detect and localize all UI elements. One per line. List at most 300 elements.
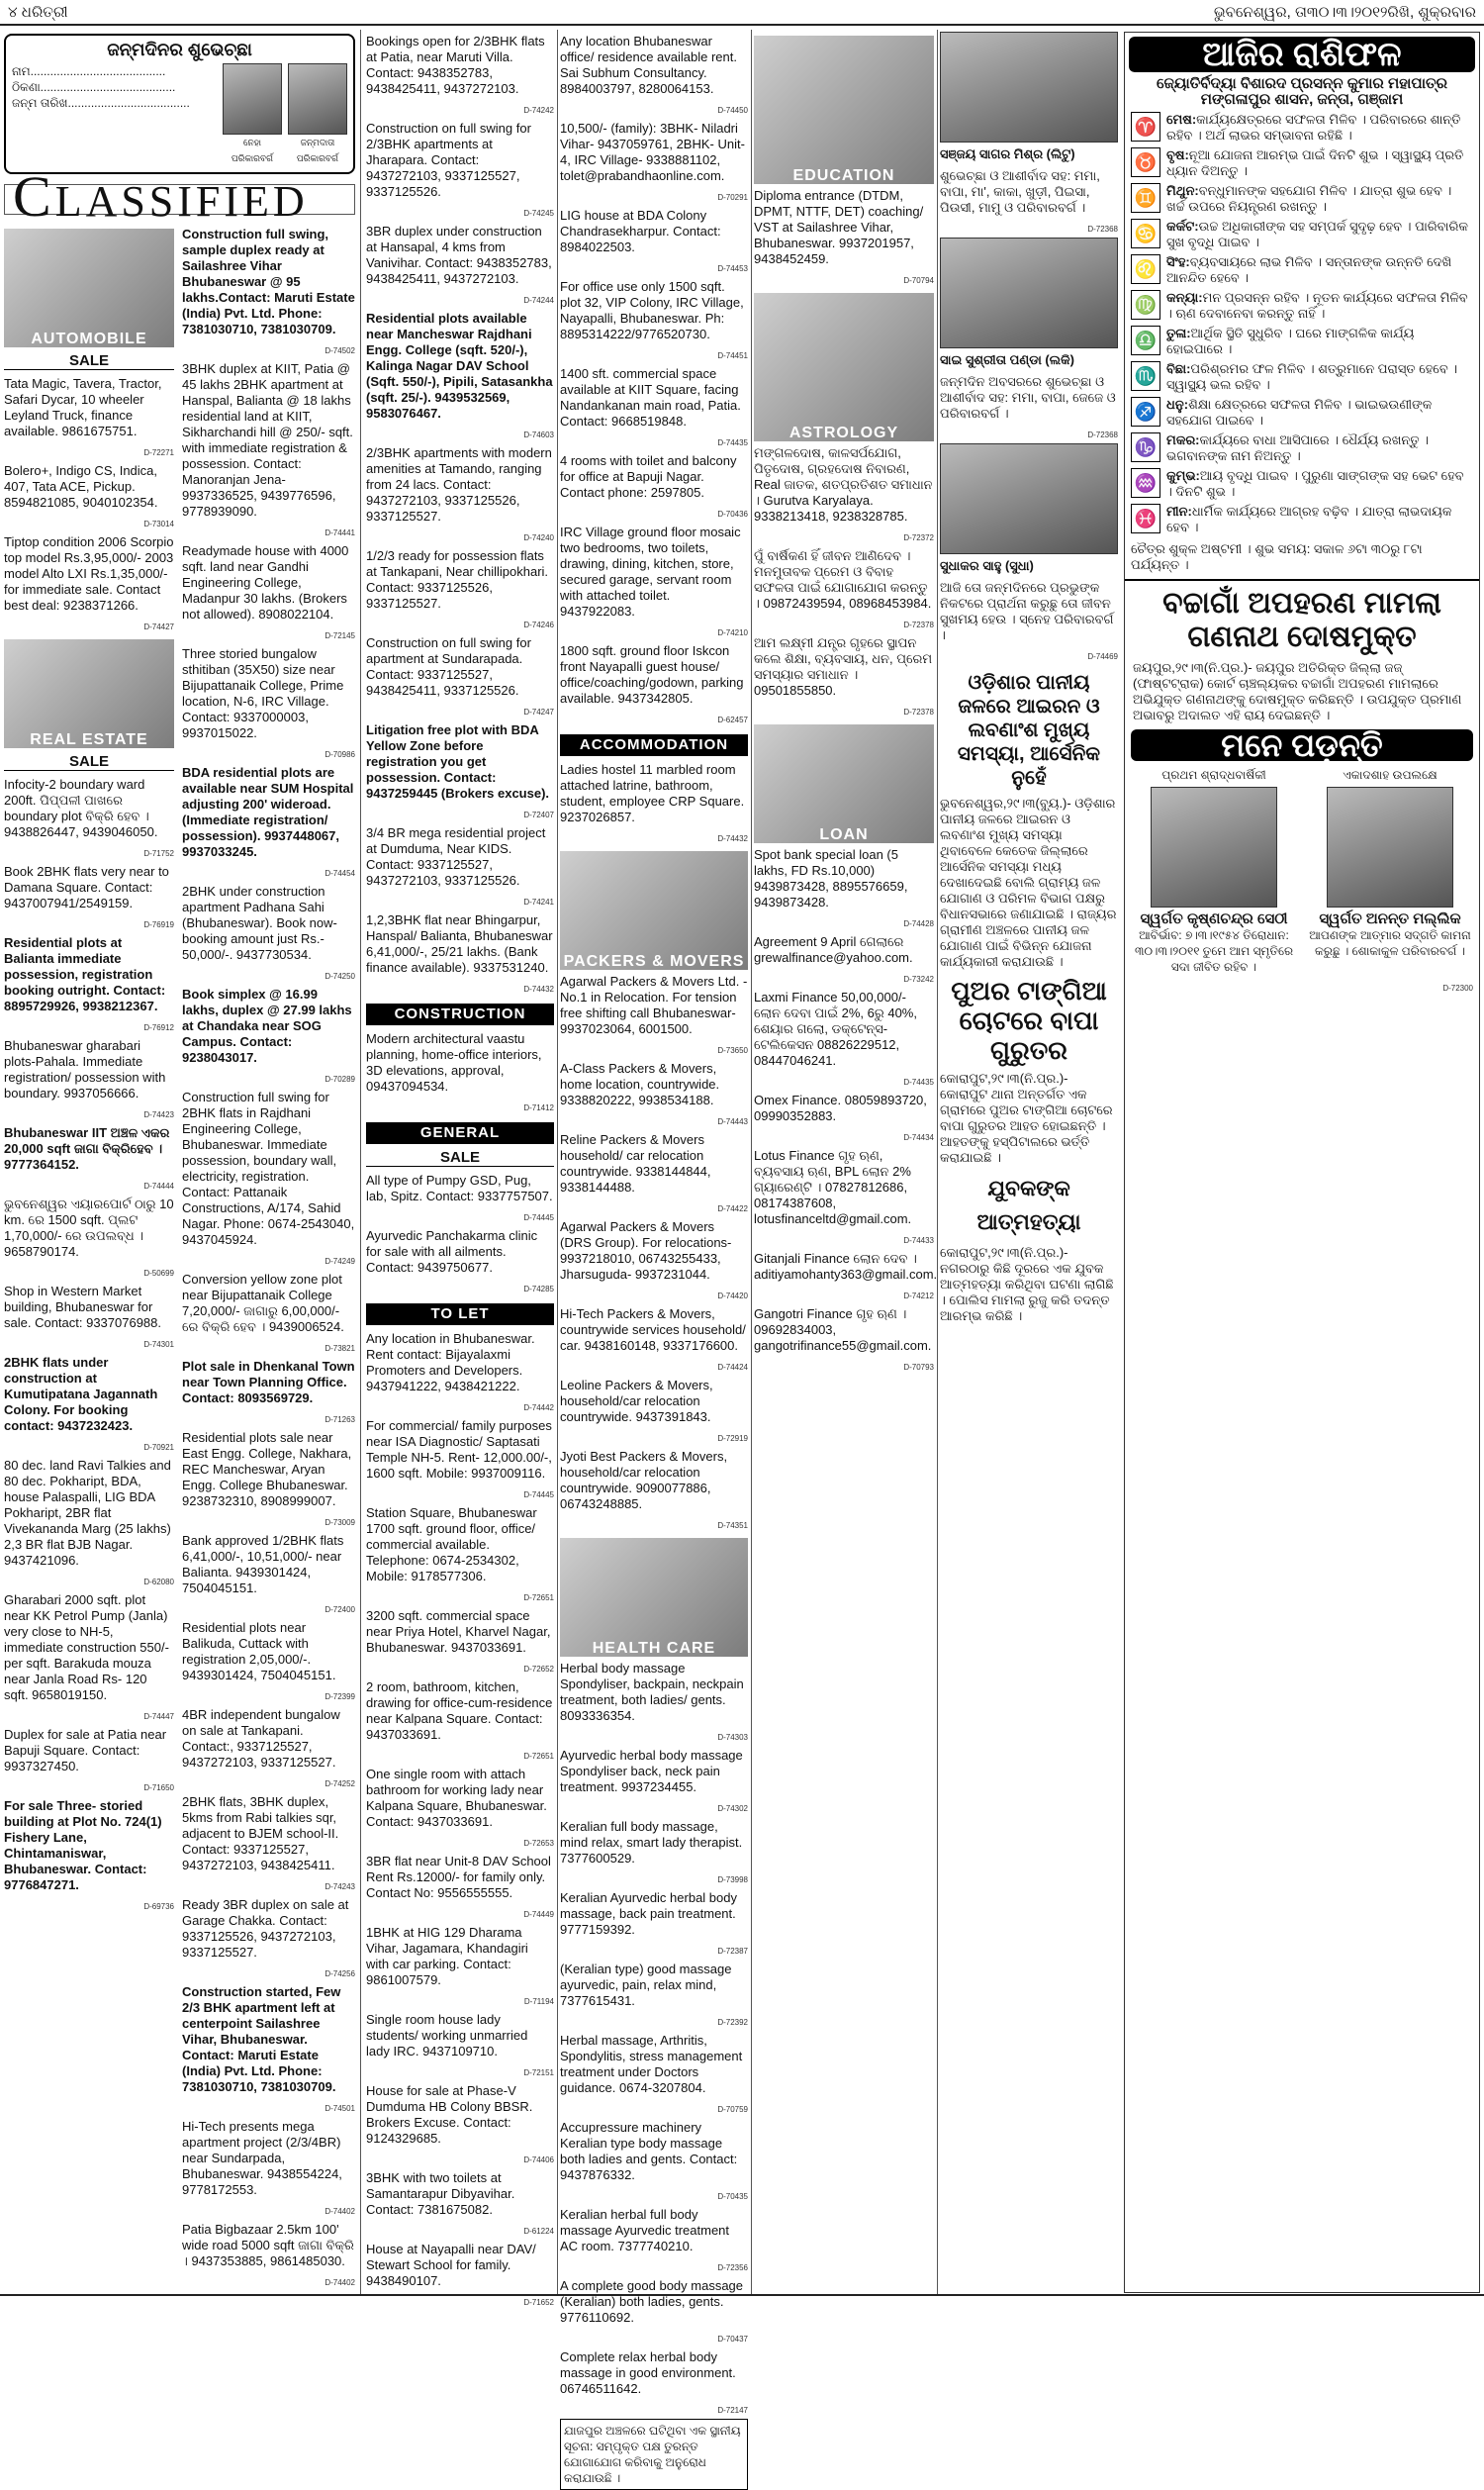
rashi-entry bbox=[1131, 397, 1473, 429]
birthday-photo-litu bbox=[940, 32, 1118, 143]
ad-reference: D-74302 bbox=[717, 1804, 748, 1813]
zodiac-sign-icon: ♎ bbox=[1131, 326, 1160, 355]
ad-reference: D-76919 bbox=[143, 920, 174, 929]
rashifal-list bbox=[1125, 112, 1479, 535]
rashi-entry bbox=[1131, 254, 1473, 286]
ad-reference: D-74420 bbox=[717, 1292, 748, 1300]
ad-reference: D-70435 bbox=[717, 2192, 748, 2201]
classified-ad: Book 2BHK flats very near to Damana Square. Contact: 9437007941/2549159. bbox=[4, 864, 169, 910]
ad-reference: D-74210 bbox=[717, 628, 748, 637]
classified-ad: Lotus Finance ଗୃହ ଋଣ, ବ୍ୟବସାୟ ଋଣ, BPL ଲୋନ 2% ଗ୍ୟାରେଣ୍ଟି । 07827812686, 08174387608, lotusfinanceltd@gmail.com. bbox=[754, 1148, 912, 1226]
real-estate-label: REAL ESTATE bbox=[30, 731, 148, 748]
rashi-text: ଆୟ ବୃଦ୍ଧି ପାଇବ । ପୁରୁଣା ସାଙ୍ଗଙ୍କ ସହ ଭେଟ ହେବ । ଦିନଟି ଶୁଭ । bbox=[1166, 468, 1464, 499]
greeting-name-2: ସାଇ ସୁଶ୍ରୀତା ପଣ୍ଡା (ଲକି) bbox=[940, 352, 1074, 367]
ad-reference: D-70291 bbox=[717, 193, 748, 202]
ad-reference: D-74243 bbox=[325, 1882, 355, 1891]
classified-ad: 2 room, bathroom, kitchen, drawing for office-cum-residence near Kalpana Square. Contact: 9437033691. bbox=[366, 1679, 553, 1742]
classified-ad: ପୁଁ ବାର୍ଷିକଣ ହିଁ ଜୀବନ ଆଣିଦେବ । ମନମୁତାବକ ପ୍ରେମ ଓ ବିବାହ ସଫଳତା ପାଇଁ ଯୋଗାଯୋଗ କରନ୍ତୁ । 09872439594, 08968453984. bbox=[754, 548, 932, 611]
classified-ad: Bhubaneswar IIT ଅଞ୍ଚଳ ଏକର 20,000 sqft ଜାଗା ବିକ୍ରିହେବ । 9777364152. bbox=[4, 1125, 170, 1172]
rashi-name: ତୁଳା: bbox=[1166, 326, 1191, 340]
obituary-left-text: ଆବିର୍ଭାବ: ୭।୩।୧୯୫୪ ତିରୋଧାନ: ୩୦।୩।୨୦୧୧ ତୁମେ ଆମ ସ୍ମୃତିରେ ସଦା ଜୀବିତ ରହିବ । bbox=[1134, 928, 1294, 974]
classified-ad: Keralian full body massage, mind relax, smart lady therapist. 7377600529. bbox=[560, 1819, 743, 1866]
ad-reference: D-69736 bbox=[143, 1902, 174, 1911]
news1-title: ଓଡ଼ିଶାର ପାନୀୟ ଜଳରେ ଆଇରନ ଓ ଲବଣାଂଶ ମୁଖ୍ୟ ସମସ୍ୟା, ଆର୍ସେନିକ ନୁହେଁ bbox=[957, 672, 1101, 789]
dateline: ଭୁବନେଶ୍ୱର, ତା୩୦।୩।୨୦୧୨ରିଖି, ଶୁକ୍ରବାର bbox=[1213, 3, 1476, 21]
classified-ad: 3200 sqft. commercial space near Priya Hotel, Kharvel Nagar, Bhubaneswar. 9437033691. bbox=[366, 1608, 551, 1655]
classified-ad: Residential plots sale near East Engg. College, Nakhara, REC Mancheswar, Aryan Engg. College Bhubaneswar. 9238732310, 8908999007. bbox=[182, 1430, 352, 1508]
classified-ad: Agarwal Packers & Movers (DRS Group). For relocations- 9937218010, 06743255433, Jharsuguda- 9937231044. bbox=[560, 1219, 732, 1282]
classified-column-4 bbox=[754, 32, 938, 2293]
classified-ad: Tiptop condition 2006 Scorpio top model Rs.3,95,000/- 2003 model Alto LXI Rs.1,35,000/- for immediate sale. Contact best deal: 9238371266. bbox=[4, 534, 174, 613]
classified-ad: Keralian Ayurvedic herbal body massage, back pain treatment. 9777159392. bbox=[560, 1890, 737, 1937]
classified-ad: Bank approved 1/2BHK flats 6,41,000/-, 10,51,000/- near Balianta. 9439301424, 7504045151. bbox=[182, 1533, 344, 1595]
classified-ad: Any location Bhubaneswar office/ residence available rent. Sai Subhum Consultancy. 8984003797, 8280064153. bbox=[560, 34, 737, 96]
classified-ad: 3BR flat near Unit-8 DAV School Rent Rs.12000/- for family only. Contact No: 9556555555. bbox=[366, 1854, 551, 1900]
column-divider bbox=[360, 30, 361, 2296]
classified-ad: 2/3BHK apartments with modern amenities at Tamando, ranging from 24 lacs. Contact: 9437272103, 9337125526, 9337125527. bbox=[366, 445, 552, 524]
rashi-entry bbox=[1131, 326, 1473, 357]
ad-reference: D-74252 bbox=[325, 1779, 355, 1788]
classified-ad: A-Class Packers & Movers, home location, countrywide. 9338820222, 9938534188. bbox=[560, 1061, 720, 1107]
ad-reference: D-74423 bbox=[143, 1110, 174, 1119]
classified-ad: Residential plots at Balianta immediate possession, registration booking outright. Contact: 8895729926, 9938212367. bbox=[4, 935, 166, 1013]
ad-reference: D-74303 bbox=[717, 1733, 748, 1742]
rashi-text: ବନ୍ଧୁମାନଙ୍କ ସହଯୋଗ ମିଳିବ । ଯାତ୍ରା ଶୁଭ ହେବ । ଖର୍ଚ୍ଚ ଉପରେ ନିୟନ୍ତ୍ରଣ ରଖନ୍ତୁ । bbox=[1166, 183, 1452, 214]
ad-reference: D-74406 bbox=[523, 2155, 554, 2164]
news2-body: କୋରାପୁଟ,୨୯।୩(ନି.ପ୍ର.)- କୋରାପୁଟ ଥାନା ଅନ୍ତର୍ଗତ ଏକ ଗ୍ରାମରେ ପୁଅର ଟାଙ୍ଗିଆ ଚୋଟରେ ବାପା ଗୁରୁତର ଆହତ ହୋଇଛନ୍ତି । ଆହତଙ୍କୁ ହସ୍ପିଟାଲରେ ଭର୍ତ୍ତି କରାଯାଇଛି । bbox=[940, 1071, 1113, 1165]
classified-ad: Residential plots near Balikuda, Cuttack with registration 2,05,000/-. 9439301424, 7504045151. bbox=[182, 1620, 336, 1682]
rashi-name: କନ୍ୟା: bbox=[1166, 290, 1203, 305]
classified-ad: Agreement 9 April ଗେଲାରେ grewalfinance@yahoo.com. bbox=[754, 934, 913, 965]
notice-box: ଯାଜପୁର ଅଞ୍ଚଳରେ ଘଟିଥିବା ଏକ ସ୍ଥାନୀୟ ସୂଚନା: ସମ୍ପୃକ୍ତ ପକ୍ଷ ତୁରନ୍ତ ଯୋଗାଯୋଗ କରିବାକୁ ଅନୁରୋଧ କରାଯାଉଛି । bbox=[560, 2419, 748, 2490]
ad-reference: D-74244 bbox=[523, 296, 554, 305]
rashi-text: ବ୍ୟବସାୟରେ ଲାଭ ମିଳିବ । ସନ୍ତାନଙ୍କ ଉନ୍ନତି ଦେଖି ଆନନ୍ଦିତ ହେବେ । bbox=[1166, 254, 1452, 285]
greeting-text-2: ଜନ୍ମଦିନ ଅବସରରେ ଶୁଭେଚ୍ଛା ଓ ଆଶୀର୍ବାଦ ସହ: ମମା, ବାପା, ଜେଜେ ଓ ପରିବାରବର୍ଗ । bbox=[940, 374, 1116, 421]
rashi-text: ଉଚ୍ଚ ଅଧିକାରୀଙ୍କ ସହ ସମ୍ପର୍କ ସୁଦୃଢ଼ ହେବ । ପାରିବାରିକ ସୁଖ ବୃଦ୍ଧି ପାଇବ । bbox=[1166, 219, 1468, 249]
ad-reference: D-74443 bbox=[717, 1117, 748, 1126]
ad-reference: D-74402 bbox=[325, 2207, 355, 2216]
rashi-entry bbox=[1131, 468, 1473, 500]
rashi-name: ସିଂହ: bbox=[1166, 254, 1190, 269]
health-care-image bbox=[560, 1538, 748, 1657]
zodiac-sign-icon: ♊ bbox=[1131, 183, 1160, 213]
classified-ad: 3BHK duplex at KIIT, Patia @ 45 lakhs 2BHK apartment at Hanspal, Balianta @ 18 lakhs residential land at KIIT, Sikharchandi hill @ 250/- sqft. with immediate registration & possession. Contact: Manoranjan Jena- 9937336525, 9439776596, 9778939090. bbox=[182, 361, 353, 519]
news4-title: ବଚ୍ଚାଗାଁ ଅପହରଣ ମାମଲା ଗଣନାଥ ଦୋଷମୁକ୍ତ bbox=[1125, 579, 1479, 654]
ad-reference: D-72399 bbox=[325, 1692, 355, 1701]
ad-reference: D-72400 bbox=[325, 1605, 355, 1614]
column-divider bbox=[557, 30, 558, 2296]
general-sale-head: SALE bbox=[366, 1150, 554, 1167]
classified-ad: 4BR independent bungalow on sale at Tankapani. Contact:, 9337125527, 9437272103, 9337125527. bbox=[182, 1707, 340, 1770]
zodiac-sign-icon: ♏ bbox=[1131, 361, 1160, 391]
ad-reference: D-74250 bbox=[325, 972, 355, 981]
zodiac-sign-icon: ♈ bbox=[1131, 112, 1160, 142]
rashifal-author: ଜ୍ୟୋତିର୍ବିଦ୍ୟା ବିଶାରଦ ପ୍ରସନ୍ନ କୁମାର ମହାପାତ୍ର ମଙ୍ଗଳାପୁର ଶାସନ, ଜନ୍ତା, ଗଞ୍ଜାମ bbox=[1156, 75, 1448, 108]
rashi-entry bbox=[1131, 432, 1473, 464]
rashi-text: ନୂଆ ଯୋଜନା ଆରମ୍ଭ ପାଇଁ ଦିନଟି ଶୁଭ । ସ୍ୱାସ୍ଥ୍ୟ ପ୍ରତି ଧ୍ୟାନ ଦିଅନ୍ତୁ । bbox=[1166, 147, 1464, 178]
sale-head: SALE bbox=[4, 353, 174, 370]
classified-ad: 2BHK flats, 3BHK duplex, 5kms from Rabi talkies sqr, adjacent to BJEM school-II. Contact: 9337125527, 9437272103, 9438425411. bbox=[182, 1794, 339, 1872]
birthday-photo-1: ନେହା ପରିକାରବର୍ଗ bbox=[223, 63, 282, 166]
rashi-name: ଧନୁ: bbox=[1166, 397, 1189, 412]
classified-ad: For commercial/ family purposes near ISA Diagnostic/ Saptasati Temple NH-5. Rent- 12,000.00/-, 1600 sqft. Mobile: 9937009116. bbox=[366, 1418, 552, 1481]
classified-ad: Duplex for sale at Patia near Bapuji Square. Contact: 9937327450. bbox=[4, 1727, 167, 1773]
ad-reference: D-73650 bbox=[717, 1046, 748, 1055]
classified-ad: Gangotri Finance ଗୃହ ଋଣ । 09692834003, gangotrifinance55@gmail.com. bbox=[754, 1306, 932, 1353]
ad-reference: D-70986 bbox=[325, 750, 355, 759]
greeting-name-3: ସୁଧାକର ସାହୁ (ସୁଧା) bbox=[940, 558, 1034, 573]
rashi-text: କାର୍ଯ୍ୟକ୍ଷେତ୍ରରେ ସଫଳତା ମିଳିବ । ପରିବାରରେ ଶାନ୍ତି ରହିବ । ଅର୍ଥ ଲାଭର ସମ୍ଭାବନା ରହିଛି । bbox=[1166, 112, 1461, 143]
classified-logo bbox=[4, 164, 355, 229]
rashi-name: ମେଷ: bbox=[1166, 112, 1197, 127]
birthday-date-field: ଜନ୍ମ ତାରିଖ..................................... bbox=[12, 96, 190, 110]
ad-reference: D-74285 bbox=[523, 1285, 554, 1293]
ad-reference: D-70921 bbox=[143, 1443, 174, 1452]
classified-ad: Omex Finance. 08059893720, 09990352883. bbox=[754, 1093, 927, 1123]
ad-reference: D-62080 bbox=[143, 1578, 174, 1586]
obituary-title: ମନେ ପଡ଼ନ୍ତି bbox=[1131, 729, 1473, 761]
classified-ad: For office use only 1500 sqft. plot 32, VIP Colony, IRC Village, Nayapalli, Bhubaneswar. Ph: 8895314222/9776520730. bbox=[560, 279, 744, 341]
news3-title: ଯୁବକଙ୍କ ଆତ୍ମହତ୍ୟା bbox=[976, 1176, 1081, 1234]
classified-ad: Diploma entrance (DTDM, DPMT, NTTF, DET) coaching/ VST at Sailashree Vihar, Bhubaneswar. 9937201957, 9438452459. bbox=[754, 188, 924, 266]
ad-reference: D-72147 bbox=[717, 2406, 748, 2415]
classified-ad: Ready 3BR duplex on sale at Garage Chakka. Contact: 9337125526, 9437272103, 9337125527. bbox=[182, 1897, 349, 1960]
ad-reference: D-74424 bbox=[717, 1363, 748, 1372]
ad-reference: D-72387 bbox=[717, 1947, 748, 1956]
ad-reference: D-72372 bbox=[903, 533, 934, 542]
classified-ad: Single room house lady students/ working unmarried lady IRC. 9437109710. bbox=[366, 2012, 528, 2059]
classified-ad: 1800 sqft. ground floor Iskcon front Nayapalli guest house/ office/coaching/godown, parking available. 9437342805. bbox=[560, 643, 744, 706]
construction-head: CONSTRUCTION bbox=[366, 1004, 554, 1025]
classified-ad: Jyoti Best Packers & Movers, household/car relocation countrywide. 9090077886, 06743248885. bbox=[560, 1449, 728, 1511]
packers-label: PACKERS & MOVERS bbox=[563, 953, 745, 970]
ad-reference: D-74402 bbox=[325, 2278, 355, 2287]
ad-reference: D-73998 bbox=[717, 1875, 748, 1884]
classified-ad: House at Nayapalli near DAV/ Stewart School for family. 9438490107. bbox=[366, 2242, 536, 2288]
birthday-photo-lucky bbox=[940, 238, 1118, 348]
page-number: ୪ ଧରିତ୍ରୀ bbox=[8, 3, 68, 21]
sale-head-2: SALE bbox=[4, 754, 174, 771]
ad-reference: D-72378 bbox=[903, 621, 934, 629]
ad-reference: D-74447 bbox=[143, 1712, 174, 1721]
ad-reference: D-74432 bbox=[717, 834, 748, 843]
ad-reference: D-70759 bbox=[717, 2105, 748, 2114]
classified-ad: Keralian herbal full body massage Ayurvedic treatment AC room. 7377740210. bbox=[560, 2207, 730, 2253]
greeting-text-1: ଶୁଭେଚ୍ଛା ଓ ଆଶୀର୍ବାଦ ସହ: ମମା, ବାପା, ମା', କାକା, ଖୁଡ଼ୀ, ପିଇସା, ପିଉସୀ, ମାମୁ ଓ ପରିବାରବର୍ଗ । bbox=[940, 168, 1100, 215]
ad-reference: D-74247 bbox=[523, 708, 554, 717]
ad-reference: D-70794 bbox=[903, 276, 934, 285]
classified-ad: 3BR duplex under construction at Hansapal, 4 kms from Vanivihar. Contact: 9438352783, 9438425411, 9437272103. bbox=[366, 224, 552, 286]
classified-ad: Conversion yellow zone plot near Bijupattanaik College 7,20,000/- ଜାଗାରୁ 6,00,000/- ରେ ବିକ୍ରି ହେବ । 9439006524. bbox=[182, 1272, 344, 1334]
rashi-name: ବିଛା: bbox=[1166, 361, 1191, 376]
ad-reference: D-74450 bbox=[717, 106, 748, 115]
zodiac-sign-icon: ♋ bbox=[1131, 219, 1160, 248]
loan-label: LOAN bbox=[819, 826, 869, 843]
ad-reference: D-50699 bbox=[143, 1269, 174, 1278]
zodiac-sign-icon: ♓ bbox=[1131, 504, 1160, 533]
zodiac-sign-icon: ♑ bbox=[1131, 432, 1160, 462]
ad-reference: D-74242 bbox=[523, 106, 554, 115]
classified-ad: Hi-Tech presents mega apartment project (2/3/4BR) near Sundarpada, Bhubaneswar. 9438554224, 9778172553. bbox=[182, 2119, 342, 2197]
ad-reference: D-72652 bbox=[523, 1665, 554, 1674]
rashifal-title: ଆଜିର ରାଶିଫଳ bbox=[1129, 37, 1475, 72]
classified-ad: Modern architectural vaastu planning, home-office interiors, 3D elevations, approval, 09437094534. bbox=[366, 1031, 542, 1094]
classified-column-3 bbox=[560, 32, 748, 2485]
page-header bbox=[0, 0, 1484, 26]
zodiac-sign-icon: ♒ bbox=[1131, 468, 1160, 498]
ad-reference: D-70437 bbox=[717, 2335, 748, 2344]
ad-reference: D-74444 bbox=[143, 1182, 174, 1191]
classified-ad: Residential plots available near Mancheswar Rajdhani Engg. College (sqft. 520/-), Kalinga Nagar DAV School (Sqft. 550/-), Pipili, Satasankha (sqft. 25/-). 9439532569, 9583076467. bbox=[366, 311, 553, 421]
classified-ad: House for sale at Phase-V Dumduma HB Colony BBSR. Brokers Excuse. Contact: 9124329685. bbox=[366, 2083, 533, 2146]
zodiac-sign-icon: ♌ bbox=[1131, 254, 1160, 284]
ad-reference: D-74432 bbox=[523, 985, 554, 994]
classified-ad: 1,2,3BHK flat near Bhingarpur, Hanspal/ Balianta, Bhubaneswar 6,41,000/-, 25/21 lakhs. (Bank finance available). 9337531240. bbox=[366, 912, 553, 975]
ad-reference: D-72919 bbox=[717, 1434, 748, 1443]
ad-reference: D-71412 bbox=[523, 1103, 554, 1112]
ad-reference: D-74603 bbox=[523, 431, 554, 439]
rashifal-column: ଆଜିର ରାଶିଫଳ ଜ୍ୟୋତିର୍ବିଦ୍ୟା ବିଶାରଦ ପ୍ରସନ୍ନ କୁମାର ମହାପାତ୍ର ମଙ୍ଗଳାପୁର ଶାସନ, ଜନ୍ତା, ଗଞ୍ଜାମ ♈ ମେଷ:କାର୍ଯ୍ୟକ୍ଷେତ୍ରରେ ସଫଳତା ମିଳିବ । ପରିବାରରେ ଶାନ୍ତି ରହିବ । ଅର୍ଥ ଲାଭର ସମ୍ଭାବନା ରହିଛି । ♉ ବୃଷ:ନୂଆ ଯୋଜନା ଆରମ୍ଭ ପାଇଁ ଦିନଟି ଶୁଭ । ସ୍ୱାସ୍ଥ୍ୟ ପ୍ରତି ଧ୍ୟାନ ଦିଅନ୍ତୁ । ♊ ମିଥୁନ:ବନ୍ଧୁମାନଙ୍କ ସହଯୋଗ ମିଳିବ । ଯାତ୍ରା ଶୁଭ ହେବ । ଖର୍ଚ୍ଚ ଉପରେ ନିୟନ୍ତ୍ରଣ ରଖନ୍ତୁ । ♋ କର୍କଟ:ଉଚ୍ଚ ଅଧିକାରୀଙ୍କ ସହ ସମ୍ପର୍କ ସୁଦୃଢ଼ ହେବ । ପାରିବାରିକ ସୁଖ ବୃଦ୍ଧି ପାଇବ । ♌ ସିଂହ:ବ୍ୟବସାୟରେ ଲାଭ ମିଳିବ । ସନ୍ତାନଙ୍କ ଉନ୍ନତି ଦେଖି ଆନନ୍ଦିତ ହେବେ । ♍ କନ୍ୟା:ମନ ପ୍ରସନ୍ନ ରହିବ । ନୂତନ କାର୍ଯ୍ୟରେ ସଫଳତା ମିଳିବ । ଋଣ ଦେବାନେବା କରନ୍ତୁ ନାହିଁ । ♎ ତୁଳା:ଆର୍ଥିକ ସ୍ଥିତି ସୁଧୁରିବ । ଘରେ ମାଙ୍ଗଳିକ କାର୍ଯ୍ୟ ହୋଇପାରେ । ♏ ବିଛା:ପରିଶ୍ରମର ଫଳ ମିଳିବ । ଶତ୍ରୁମାନେ ପରାସ୍ତ ହେବେ । ସ୍ୱାସ୍ଥ୍ୟ ଭଲ ରହିବ । ♐ ଧନୁ:ଶିକ୍ଷା କ୍ଷେତ୍ରରେ ସଫଳତା ମିଳିବ । ଭାଇଭଉଣୀଙ୍କ ସହଯୋଗ ପାଇବେ । ♑ ମକର:କାର୍ଯ୍ୟରେ ବାଧା ଆସିପାରେ । ଧୈର୍ଯ୍ୟ ରଖନ୍ତୁ । ଭଗବାନଙ୍କ ନାମ ନିଅନ୍ତୁ । ♒ କୁମ୍ଭ:ଆୟ ବୃଦ୍ଧି ପାଇବ । ପୁରୁଣା ସାଙ୍ଗଙ୍କ ସହ ଭେଟ ହେବ । ଦିନଟି ଶୁଭ । ♓ ମୀନ:ଧାର୍ମିକ କାର୍ଯ୍ୟରେ ଆଗ୍ରହ ବଢ଼ିବ । ଯାତ୍ରା ଲାଭଦାୟକ ହେବ । ଚୈତ୍ର ଶୁକ୍ଳ ଅଷ୍ଟମୀ । ଶୁଭ ସମୟ: ସକାଳ ୬ଟା ୩୦ରୁ ୮ଟା ପର୍ଯ୍ୟନ୍ତ । ବଚ୍ଚାଗାଁ ଅପହରଣ ମାମଲା ଗଣନାଥ ଦୋଷମୁକ୍ତ ଜୟପୁର,୨୯।୩(ନି.ପ୍ର.)- ଜୟପୁର ଅତିରିକ୍ତ ଜିଲ୍ଲା ଜଜ୍ (ଫାଷ୍ଟଟ୍ରାକ) କୋର୍ଟ ଚାଞ୍ଚଲ୍ୟକର ବଚ୍ଚାଗାଁ ଅପହରଣ ମାମଲାରେ ଅଭିଯୁକ୍ତ ଗଣନାଥଙ୍କୁ ଦୋଷମୁକ୍ତ କରିଛନ୍ତି । ଉପଯୁକ୍ତ ପ୍ରମାଣ ଅଭାବରୁ ଅଦାଲତ ଏହି ରାୟ ଦେଇଛନ୍ତି । ମନେ ପଡ଼ନ୍ତି ପ୍ରଥମ ଶ୍ରାଦ୍ଧବାର୍ଷିକୀ ସ୍ୱର୍ଗତ କୃଷ୍ଣଚନ୍ଦ୍ର ସେଠୀ ଆବିର୍ଭାବ: ୭।୩।୧୯୫୪ ତିରୋଧାନ: ୩୦।୩।୨୦୧୧ ତୁମେ ଆମ ସ୍ମୃତିରେ ସଦା ଜୀବିତ ରହିବ । ଏକାଦଶାହ ଉପଲକ୍ଷେ ସ୍ୱର୍ଗତ ଅନନ୍ତ ମଲ୍ଲିକ ଆପଣଙ୍କ ଆତ୍ମାର ସଦ୍ଗତି କାମନା କରୁଛୁ । ଶୋକାକୁଳ ପରିବାରବର୍ଗ । D-72300 bbox=[1124, 32, 1480, 2293]
ad-reference: D-76912 bbox=[143, 1023, 174, 1032]
ad-reference: D-70436 bbox=[717, 510, 748, 519]
ad-reference: D-74240 bbox=[523, 533, 554, 542]
rashifal-footer: ଚୈତ୍ର ଶୁକ୍ଳ ଅଷ୍ଟମୀ । ଶୁଭ ସମୟ: ସକାଳ ୬ଟା ୩୦ରୁ ୮ଟା ପର୍ଯ୍ୟନ୍ତ । bbox=[1131, 541, 1423, 572]
obituary-right-name: ସ୍ୱର୍ଗତ ଅନନ୍ତ ମଲ୍ଲିକ bbox=[1319, 910, 1461, 927]
classified-ad: Tata Magic, Tavera, Tractor, Safari Dycar, 10 wheeler Leyland Truck, finance available. 9861675751. bbox=[4, 376, 162, 438]
classified-ad: Accupressure machinery Keralian type body massage both ladies and gents. Contact: 9437876332. bbox=[560, 2120, 738, 2182]
classified-column-2 bbox=[366, 32, 554, 2307]
zodiac-sign-icon: ♍ bbox=[1131, 290, 1160, 320]
ad-reference: D-72145 bbox=[325, 631, 355, 640]
birthday-form bbox=[12, 63, 347, 166]
classified-ad: 2BHK under construction apartment Padhana Sahi (Bhubaneswar). Book now- booking amount just Rs.- 50,000/-. 9437730534. bbox=[182, 884, 337, 962]
ad-reference: D-74301 bbox=[143, 1340, 174, 1349]
classified-ad: Laxmi Finance 50,00,000/- ଲୋନ ଦେବା ପାଇଁ 2%, 6ରୁ 40%, ଶେୟାର ଗଲୋ, ଡକ୍ଟେନ୍ସ- ଟେଲିକେସନ 08826229512, 08447046241. bbox=[754, 990, 917, 1068]
birthday-photo-2: ଜନ୍ମଦାତା ପରିକାରବର୍ଗ bbox=[288, 63, 347, 166]
news2-title: ପୁଅର ଟାଙ୍ଗିଆ ଚୋଟରେ ବାପା ଗୁରୁତର bbox=[951, 976, 1107, 1065]
ad-reference: D-71650 bbox=[143, 1783, 174, 1792]
rashi-entry bbox=[1131, 147, 1473, 179]
classified-ad: Litigation free plot with BDA Yellow Zone before registration you get possession. Contact: 9437259445 (Brokers excuse). bbox=[366, 722, 550, 801]
to-let-head: TO LET bbox=[366, 1303, 554, 1325]
astrology-label: ASTROLOGY bbox=[788, 425, 899, 441]
obituary-left bbox=[1131, 767, 1297, 975]
classified-ad: Gitanjali Finance ଲୋନ ଦେବ । aditiyamohanty363@gmail.com. bbox=[754, 1251, 938, 1282]
rashi-text: ପରିଶ୍ରମର ଫଳ ମିଳିବ । ଶତ୍ରୁମାନେ ପରାସ୍ତ ହେବେ । ସ୍ୱାସ୍ଥ୍ୟ ଭଲ ରହିବ । bbox=[1166, 361, 1458, 392]
classified-ad: BDA residential plots are available near SUM Hospital adjusting 200' wideroad. (Immediate registration/ possession). 9937448067, 9937033245. bbox=[182, 765, 354, 859]
classified-ad: (Keralian type) good massage ayurvedic, pain, relax mind, 7377615431. bbox=[560, 1962, 732, 2008]
classified-ad: Station Square, Bhubaneswar 1700 sqft. ground floor, office/ commercial available. Telephone: 0674-2534302, Mobile: 9178577306. bbox=[366, 1505, 537, 1583]
classified-ad: 3/4 BR mega residential project at Dumduma, Near KIDS. Contact: 9337125527, 9437272103, 9337125526. bbox=[366, 825, 546, 888]
classified-ad: Three storied bungalow sthitiban (35X50) size near Bijupattanaik College, Prime location, N-6, IRC Village. Contact: 9337000003, 9937015022. bbox=[182, 646, 344, 740]
ad-reference: D-73242 bbox=[903, 975, 934, 984]
ad-reference: D-74502 bbox=[325, 346, 355, 355]
ad-reference: D-73009 bbox=[325, 1518, 355, 1527]
rashi-text: କାର୍ଯ୍ୟରେ ବାଧା ଆସିପାରେ । ଧୈର୍ଯ୍ୟ ରଖନ୍ତୁ । ଭଗବାନଙ୍କ ନାମ ନିଅନ୍ତୁ । bbox=[1166, 432, 1430, 463]
classified-ad: Agarwal Packers & Movers Ltd. - No.1 in Relocation. For tension free shifting call Bhubaneswar- 9937023064, 6001500. bbox=[560, 974, 748, 1036]
rashi-entry bbox=[1131, 183, 1473, 215]
ad-reference: D-74435 bbox=[903, 1078, 934, 1087]
classified-ad: Construction started, Few 2/3 BHK apartment left at centerpoint Sailashree Vihar, Bhubaneswar. Contact: Maruti Estate (India) Pvt. Ltd. Phone: 7381030710, 7381030709. bbox=[182, 1984, 341, 2094]
ad-reference: D-71263 bbox=[325, 1415, 355, 1424]
news3-body: କୋରାପୁଟ,୨୯।୩(ନି.ପ୍ର.)- ନଗରଠାରୁ କିଛି ଦୂରରେ ଏକ ଯୁବକ ଆତ୍ମହତ୍ୟା କରିଥିବା ଘଟଣା ଲାଗିଛି । ପୋଲିସ ମାମଲା ରୁଜୁ କରି ତଦନ୍ତ ଆରମ୍ଭ କରିଛି । bbox=[940, 1245, 1114, 1323]
classified-ad: ଭୁବନେଶ୍ୱର ଏୟାରପୋର୍ଟ ଠାରୁ 10 km. ରେ 1500 sqft. ପ୍ଲଟ 1,70,000/- ରେ ଉପଲବ୍ଧ । 9658790174. bbox=[4, 1197, 174, 1259]
ad-reference: D-74441 bbox=[325, 528, 355, 537]
ad-reference: D-74451 bbox=[717, 351, 748, 360]
ad-reference: D-74445 bbox=[523, 1490, 554, 1499]
news4-body: ଜୟପୁର,୨୯।୩(ନି.ପ୍ର.)- ଜୟପୁର ଅତିରିକ୍ତ ଜିଲ୍ଲା ଜଜ୍ (ଫାଷ୍ଟଟ୍ରାକ) କୋର୍ଟ ଚାଞ୍ଚଲ୍ୟକର ବଚ୍ଚାଗାଁ ଅପହରଣ ମାମଲାରେ ଅଭିଯୁକ୍ତ ଗଣନାଥଙ୍କୁ ଦୋଷମୁକ୍ତ କରିଛନ୍ତି । ଉପଯୁକ୍ତ ପ୍ରମାଣ ଅଭାବରୁ ଅଦାଲତ ଏହି ରାୟ ଦେଇଛନ୍ତି । bbox=[1133, 660, 1462, 722]
health-care-label: HEALTH CARE bbox=[592, 1640, 716, 1657]
ad-reference: D-61224 bbox=[523, 2227, 554, 2236]
ad-reference: D-72653 bbox=[523, 1839, 554, 1848]
classified-ad: LIG house at BDA Colony Chandrasekharpur. Contact: 8984022503. bbox=[560, 208, 721, 254]
rashi-text: ଧାର୍ମିକ କାର୍ଯ୍ୟରେ ଆଗ୍ରହ ବଢ଼ିବ । ଯାତ୍ରା ଲାଭଦାୟକ ହେବ । bbox=[1166, 504, 1452, 534]
ad-reference: D-74454 bbox=[325, 869, 355, 878]
ad-reference: D-72356 bbox=[717, 2263, 748, 2272]
rashi-entry bbox=[1131, 219, 1473, 250]
education-label: EDUCATION bbox=[792, 167, 895, 184]
ad-reference: D-72151 bbox=[523, 2068, 554, 2077]
rashi-entry bbox=[1131, 504, 1473, 535]
greeting-name-1: ସଞ୍ଜୟ ସାଗର ମିଶ୍ର (ଲିଟୁ) bbox=[940, 146, 1075, 161]
logo-rest: LASSIFIED bbox=[54, 177, 309, 226]
ad-reference: D-74212 bbox=[903, 1292, 934, 1300]
ad-reference: D-74241 bbox=[523, 898, 554, 907]
classified-column-5: ସଞ୍ଜୟ ସାଗର ମିଶ୍ର (ଲିଟୁ) ଶୁଭେଚ୍ଛା ଓ ଆଶୀର୍ବାଦ ସହ: ମମା, ବାପା, ମା', କାକା, ଖୁଡ଼ୀ, ପିଇସା, ପିଉସୀ, ମାମୁ ଓ ପରିବାରବର୍ଗ । D-72368 ସାଇ ସୁଶ୍ରୀତା ପଣ୍ଡା (ଲକି) ଜନ୍ମଦିନ ଅବସରରେ ଶୁଭେଚ୍ଛା ଓ ଆଶୀର୍ବାଦ ସହ: ମମା, ବାପା, ଜେଜେ ଓ ପରିବାରବର୍ଗ । D-72368 ସୁଧାକର ସାହୁ (ସୁଧା) ଆଜି ତୋ ଜନ୍ମଦିନରେ ପ୍ରଭୁଙ୍କ ନିକଟରେ ପ୍ରାର୍ଥନା କରୁଛୁ ତୋ ଜୀବନ ସୁଖମୟ ହେଉ । ସ୍ନେହ ପରିବାରବର୍ଗ । D-74469 ଓଡ଼ିଶାର ପାନୀୟ ଜଳରେ ଆଇରନ ଓ ଲବଣାଂଶ ମୁଖ୍ୟ ସମସ୍ୟା, ଆର୍ସେନିକ ନୁହେଁ ଭୁବନେଶ୍ୱର,୨୯।୩(ବ୍ୟୁ.)- ଓଡ଼ିଶାର ପାନୀୟ ଜଳରେ ଆଇରନ ଓ ଲବଣାଂଶ ମୁଖ୍ୟ ସମସ୍ୟା ଥିବାବେଳେ କେତେକ ଜିଲ୍ଲାରେ ଆର୍ସେନିକ ସମସ୍ୟା ମଧ୍ୟ ଦେଖାଦେଇଛି ବୋଲି ଗ୍ରାମ୍ୟ ଜଳ ଯୋଗାଣ ଓ ପରିମଳ ବିଭାଗ ପକ୍ଷରୁ ବିଧାନସଭାରେ ଜଣାଯାଇଛି । ରାଜ୍ୟର ଗ୍ରାମୀଣ ଅଞ୍ଚଳରେ ପାନୀୟ ଜଳ ଯୋଗାଣ ପାଇଁ ବିଭିନ୍ନ ଯୋଜନା କାର୍ଯ୍ୟକାରୀ କରାଯାଉଛି । ପୁଅର ଟାଙ୍ଗିଆ ଚୋଟରେ ବାପା ଗୁରୁତର କୋରାପୁଟ,୨୯।୩(ନି.ପ୍ର.)- କୋରାପୁଟ ଥାନା ଅନ୍ତର୍ଗତ ଏକ ଗ୍ରାମରେ ପୁଅର ଟାଙ୍ଗିଆ ଚୋଟରେ ବାପା ଗୁରୁତର ଆହତ ହୋଇଛନ୍ତି । ଆହତଙ୍କୁ ହସ୍ପିଟାଲରେ ଭର୍ତ୍ତି କରାଯାଇଛି । ଯୁବକଙ୍କ ଆତ୍ମହତ୍ୟା କୋରାପୁଟ,୨୯।୩(ନି.ପ୍ର.)- ନଗରଠାରୁ କିଛି ଦୂରରେ ଏକ ଯୁବକ ଆତ୍ମହତ୍ୟା କରିଥିବା ଘଟଣା ଲାଗିଛି । ପୋଲିସ ମାମଲା ରୁଜୁ କରି ତଦନ୍ତ ଆରମ୍ଭ କରିଛି । bbox=[940, 32, 1118, 2293]
greeting-text-3: ଆଜି ତୋ ଜନ୍ମଦିନରେ ପ୍ରଭୁଙ୍କ ନିକଟରେ ପ୍ରାର୍ଥନା କରୁଛୁ ତୋ ଜୀବନ ସୁଖମୟ ହେଉ । ସ୍ନେହ ପରିବାରବର୍ଗ । bbox=[940, 580, 1114, 642]
classified-ad: For sale Three- storied building at Plot No. 724(1) Fishery Lane, Chintamaniswar, Bhubaneswar. Contact: 9776847271. bbox=[4, 1798, 162, 1892]
obituary-photo-right bbox=[1327, 787, 1453, 908]
obituary-left-name: ସ୍ୱର୍ଗତ କୃଷ୍ଣଚନ୍ଦ୍ର ସେଠୀ bbox=[1140, 910, 1288, 927]
classified-ad: Construction on full swing for 2/3BHK apartments at Jharapara. Contact: 9437272103, 9337125527, 9337125526. bbox=[366, 121, 531, 199]
classified-ad: Ladies hostel 11 marbled room attached latrine, bathroom, student, employee CRP Square. 9237026857. bbox=[560, 762, 745, 824]
rashi-name: ମିଥୁନ: bbox=[1166, 183, 1199, 198]
obituary-right-text: ଆପଣଙ୍କ ଆତ୍ମାର ସଦ୍ଗତି କାମନା କରୁଛୁ । ଶୋକାକୁଳ ପରିବାରବର୍ଗ । bbox=[1309, 928, 1471, 958]
column-divider bbox=[751, 30, 752, 2296]
ad-reference: D-74256 bbox=[325, 1969, 355, 1978]
birthday-address-field: ଠିକଣା......................................... bbox=[12, 80, 176, 94]
classified-ad: Gharabari 2000 sqft. plot near KK Petrol Pump (Janla) very close to NH-5, immediate construction 550/- per sqft. Barakuda mouza near Janla Road Rs- 120 sqft. 9658019150. bbox=[4, 1592, 169, 1702]
classified-ad: 1400 sft. commercial space available at KIIT Square, facing Nandankanan main road, Patia. Contact: 9668519848. bbox=[560, 366, 741, 429]
column-divider bbox=[937, 30, 938, 2296]
obituary-block bbox=[1131, 767, 1473, 975]
col1-split bbox=[4, 225, 355, 2291]
classified-ad: 1/2/3 ready for possession flats at Tankapani, Near chillipokhari. Contact: 9337125526, 9337125527. bbox=[366, 548, 549, 611]
ad-reference: D-72407 bbox=[523, 811, 554, 819]
rashi-name: ମୀନ: bbox=[1166, 504, 1192, 519]
classified-ad: Leoline Packers & Movers, household/car relocation countrywide. 9437391843. bbox=[560, 1378, 713, 1424]
education-image bbox=[754, 36, 934, 184]
ad-reference: D-72651 bbox=[523, 1593, 554, 1602]
classified-ad: Bolero+, Indigo CS, Indica, 407, Tata ACE, Pickup. 8594821085, 9040102354. bbox=[4, 463, 158, 510]
birthday-title: ଜନ୍ମଦିନର ଶୁଭେଚ୍ଛା bbox=[107, 40, 252, 59]
classified-ad: One single room with attach bathroom for working lady near Kalpana Square, Bhubaneswar. Contact: 9437033691. bbox=[366, 1767, 547, 1829]
ad-reference: D-70289 bbox=[325, 1075, 355, 1084]
ad-reference: D-71752 bbox=[143, 849, 174, 858]
loan-image bbox=[754, 724, 934, 843]
classified-ad: Spot bank special loan (5 lakhs, FD Rs.10,000) 9439873428, 8895576659, 9439873428. bbox=[754, 847, 908, 910]
classified-ad: 1BHK at HIG 129 Dharama Vihar, Jagamara, Khandagiri with car parking. Contact: 9861007579. bbox=[366, 1925, 528, 1987]
ad-reference: D-74351 bbox=[717, 1521, 748, 1530]
ad-reference: D-72651 bbox=[523, 1752, 554, 1761]
classified-ad: Construction on full swing for apartment at Sundarapada. Contact: 9337125527, 9438425411, 9337125526. bbox=[366, 635, 531, 698]
ad-reference: D-74428 bbox=[903, 919, 934, 928]
classified-ad: Infocity-2 boundary ward 200ft. ପିପ୍ପଳୀ ପାଖରେ boundary plot ବିକ୍ରି ହେବ । 9438826447, 9439046050. bbox=[4, 777, 158, 839]
classified-ad: ମଙ୍ଗଳଦୋଷ, କାଳସର୍ପଯୋଗ, ପିତୃଦୋଷ, ଗ୍ରହଦୋଷ ନିବାରଣ, Real ଜାତକ, ଶତପ୍ରତିଶତ ସମାଧାନ । Gurutva Karyalaya. 9338213418, 9238328785. bbox=[754, 445, 933, 524]
rashi-entry bbox=[1131, 112, 1473, 144]
classified-ad: 4 rooms with toilet and balcony for office at Bapuji Nagar. Contact phone: 2597805. bbox=[560, 453, 737, 500]
birthday-box bbox=[4, 34, 355, 174]
ad-reference: D-71194 bbox=[523, 1997, 554, 2006]
classified-ad: 80 dec. land Ravi Talkies and 80 dec. Pokhaript, BDA, house Palaspalli, LIG BDA Pokhaript, 2BR flat Vivekananda Marg (25 lakhs) 2,3 BR flat BJB Nagar. 9437421096. bbox=[4, 1458, 171, 1568]
classified-ad: Shop in Western Market building, Bhubaneswar for sale. Contact: 9337076988. bbox=[4, 1284, 162, 1330]
rashi-text: ମନ ପ୍ରସନ୍ନ ରହିବ । ନୂତନ କାର୍ଯ୍ୟରେ ସଫଳତା ମିଳିବ । ଋଣ ଦେବାନେବା କରନ୍ତୁ ନାହିଁ । bbox=[1166, 290, 1468, 321]
ad-reference: D-72392 bbox=[717, 2018, 748, 2027]
automobile-label: AUTOMOBILE bbox=[31, 331, 147, 347]
ad-reference: D-74449 bbox=[523, 1910, 554, 1919]
classified-ad: IRC Village ground floor mosaic two bedrooms, two toilets, drawing, dining, kitchen, store, secured garage, servant room with attached toilet. 9437922083. bbox=[560, 525, 741, 619]
zodiac-sign-icon: ♉ bbox=[1131, 147, 1160, 177]
ad-reference: D-71652 bbox=[523, 2298, 554, 2307]
news1-body: ଭୁବନେଶ୍ୱର,୨୯।୩(ବ୍ୟୁ.)- ଓଡ଼ିଶାର ପାନୀୟ ଜଳରେ ଆଇରନ ଓ ଲବଣାଂଶ ମୁଖ୍ୟ ସମସ୍ୟା ଥିବାବେଳେ କେତେକ ଜିଲ୍ଲାରେ ଆର୍ସେନିକ ସମସ୍ୟା ମଧ୍ୟ ଦେଖାଦେଇଛି ବୋଲି ଗ୍ରାମ୍ୟ ଜଳ ଯୋଗାଣ ଓ ପରିମଳ ବିଭାଗ ପକ୍ଷରୁ ବିଧାନସଭାରେ ଜଣାଯାଇଛି । ରାଜ୍ୟର ଗ୍ରାମୀଣ ଅଞ୍ଚଳରେ ପାନୀୟ ଜଳ ଯୋଗାଣ ପାଇଁ ବିଭିନ୍ନ ଯୋଜନା କାର୍ଯ୍ୟକାରୀ କରାଯାଉଛି । bbox=[940, 796, 1117, 969]
classified-ad: Construction full swing for 2BHK flats in Rajdhani Engineering College, Bhubaneswar. Immediate possession, boundary wall, electricity, registration. Contact: Pattanaik Constructions, A/174, Sahid Nagar. Phone: 0674-2543040, 9437045924. bbox=[182, 1090, 355, 1247]
ad-reference: D-74501 bbox=[325, 2104, 355, 2113]
rashi-name: ମକର: bbox=[1166, 432, 1200, 447]
ad-reference: D-74422 bbox=[717, 1204, 748, 1213]
classified-ad: 2BHK flats under construction at Kumutipatana Jagannath Colony. For booking contact: 9437232423. bbox=[4, 1355, 158, 1433]
automobile-image bbox=[4, 229, 174, 347]
obituary-right-head: ଏକାଦଶାହ ଉପଲକ୍ଷେ bbox=[1343, 768, 1438, 782]
ad-reference: D-73821 bbox=[325, 1344, 355, 1353]
ad-reference: D-74245 bbox=[523, 209, 554, 218]
col1-left bbox=[4, 225, 174, 2291]
rashi-entry bbox=[1131, 290, 1473, 322]
ad-reference: D-70793 bbox=[903, 1363, 934, 1372]
rashi-name: କର୍କଟ: bbox=[1166, 219, 1199, 234]
general-head: GENERAL bbox=[366, 1122, 554, 1144]
ad-reference: D-62457 bbox=[717, 716, 748, 724]
packers-image bbox=[560, 851, 748, 970]
birthday-fields bbox=[12, 63, 217, 166]
ad-reference: D-74435 bbox=[717, 438, 748, 447]
classified-ad: Complete relax herbal body massage in good environment. 06746511642. bbox=[560, 2349, 736, 2396]
classified-ad: 10,500/- (family): 3BHK- Niladri Vihar- 9437059761, 2BHK- Unit-4, IRC Village- 9338881102, tolet@prabandhaonline.com. bbox=[560, 121, 745, 183]
classified-ad: Ayurvedic herbal body massage Spondyliser back, neck pain treatment. 9937234455. bbox=[560, 1748, 743, 1794]
logo-c: C bbox=[13, 164, 55, 229]
classified-ad: Ayurvedic Panchakarma clinic for sale with all ailments. Contact: 9439750677. bbox=[366, 1228, 538, 1275]
classified-ad: Reline Packers & Movers household/ car relocation countrywide. 9338144844, 9338144488. bbox=[560, 1132, 711, 1195]
classified-ad: Book simplex @ 16.99 lakhs, duplex @ 27.99 lakhs at Chandaka near SOG Campus. Contact: 9238043017. bbox=[182, 987, 352, 1065]
ad-reference: D-73014 bbox=[143, 520, 174, 528]
classified-column-1 bbox=[4, 32, 355, 2293]
classified-ad: All type of Pumpy GSD, Pug, lab, Spitz. Contact: 9337757507. bbox=[366, 1173, 553, 1203]
zodiac-sign-icon: ♐ bbox=[1131, 397, 1160, 427]
rashi-text: ଶିକ୍ଷା କ୍ଷେତ୍ରରେ ସଫଳତା ମିଳିବ । ଭାଇଭଉଣୀଙ୍କ ସହଯୋଗ ପାଇବେ । bbox=[1166, 397, 1433, 428]
classified-ad: 3BHK with two toilets at Samantarapur Dibyavihar. Contact: 7381675082. bbox=[366, 2170, 515, 2217]
classified-ad: Hi-Tech Packers & Movers, countrywide services household/ car. 9438160148, 9337176600. bbox=[560, 1306, 746, 1353]
ad-reference: D-74246 bbox=[523, 621, 554, 629]
accommodation-head: ACCOMMODATION bbox=[560, 734, 748, 756]
obituary-right bbox=[1307, 767, 1473, 975]
ad-reference: D-74445 bbox=[523, 1213, 554, 1222]
astrology-image bbox=[754, 293, 934, 441]
obituary-photo-left bbox=[1151, 787, 1277, 908]
classified-ad: Herbal massage, Arthritis, Spondylitis, stress management treatment under Doctors guidance. 0674-3207804. bbox=[560, 2033, 743, 2095]
classified-ad: Bhubaneswar gharabari plots-Pahala. Immediate registration/ possession with boundary. 9937056666. bbox=[4, 1038, 166, 1101]
classified-ad: Construction full swing, sample duplex ready at Sailashree Vihar Bhubaneswar @ 95 lakhs.Contact: Maruti Estate (India) Pvt. Ltd. Phone: 7381030710, 7381030709. bbox=[182, 227, 355, 336]
classified-ad: ଆମ ଲକ୍ଷ୍ମୀ ଯନ୍ତ୍ର ଗୃହରେ ସ୍ଥାପନ କଲେ ଶିକ୍ଷା, ବ୍ୟବସାୟ, ଧନ, ପ୍ରେମ ସମସ୍ୟାର ସମାଧାନ । 09501855850. bbox=[754, 635, 933, 698]
ad-reference: D-72378 bbox=[903, 708, 934, 717]
